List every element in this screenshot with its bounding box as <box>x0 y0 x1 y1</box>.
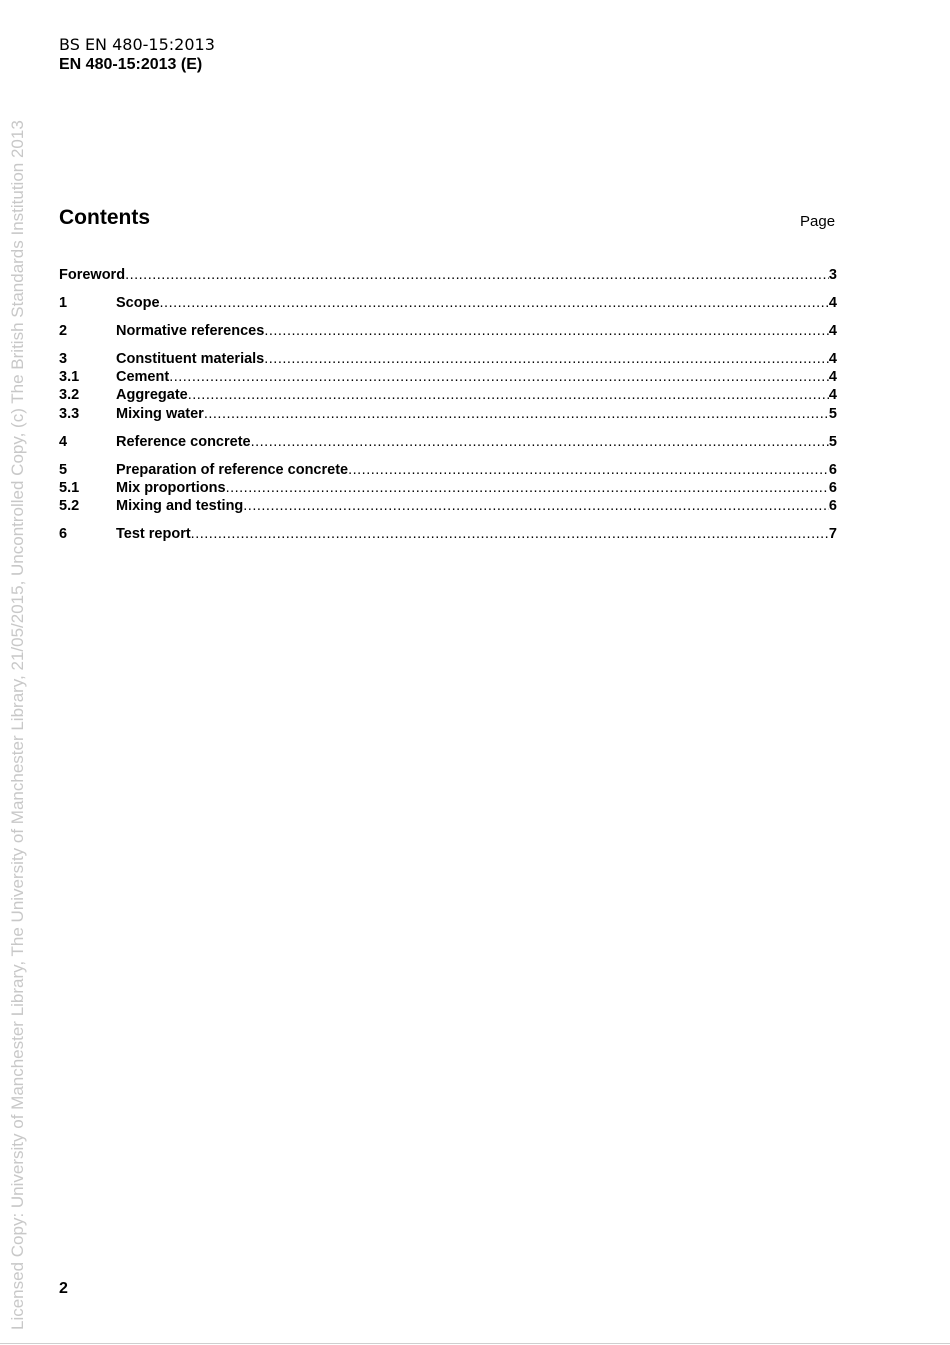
toc-leader <box>251 434 829 450</box>
toc-entry-page: 6 <box>828 498 837 514</box>
contents-title: Contents <box>59 206 150 229</box>
toc-entry-label: Normative references <box>116 323 265 339</box>
toc-entry-number: 3.3 <box>59 406 80 422</box>
toc-leader <box>348 462 829 478</box>
toc-leader <box>264 351 829 367</box>
toc-entry-3-1[interactable] <box>59 369 837 387</box>
toc-leader <box>125 267 829 283</box>
toc-leader <box>160 295 829 311</box>
toc-leader <box>264 323 829 339</box>
toc-entry-foreword[interactable] <box>59 267 837 285</box>
toc-entry-page: 5 <box>828 434 837 450</box>
toc-entry-2[interactable] <box>59 323 837 341</box>
standard-number: BS EN 480-15:2013 <box>59 35 215 54</box>
toc-entry-number: 6 <box>59 526 68 542</box>
toc-entry-label: Mix proportions <box>116 480 226 496</box>
standard-number-en: EN 480-15:2013 (E) <box>59 56 203 73</box>
toc-entry-3[interactable] <box>59 351 837 369</box>
toc-leader <box>191 526 829 542</box>
toc-entry-page: 6 <box>828 462 837 478</box>
toc-entry-number: 5 <box>59 462 68 478</box>
toc-entry-3-3[interactable] <box>59 406 837 424</box>
page-column-label: Page <box>800 213 836 230</box>
toc-entry-number: 1 <box>59 295 68 311</box>
toc-leader <box>226 480 829 496</box>
toc-entry-number: 3.1 <box>59 369 80 385</box>
toc-leader <box>204 406 829 422</box>
toc-entry-5-1[interactable] <box>59 480 837 498</box>
toc-entry-5[interactable] <box>59 462 837 480</box>
toc-entry-number: 3.2 <box>59 387 80 403</box>
toc-leader <box>169 369 829 385</box>
toc-entry-page: 4 <box>828 295 837 311</box>
page-number: 2 <box>59 1280 68 1297</box>
toc-entry-number: 5.2 <box>59 498 80 514</box>
toc-leader <box>188 387 829 403</box>
page-bottom-border <box>0 1343 950 1344</box>
toc-entry-6[interactable] <box>59 526 837 544</box>
toc-entry-label: Constituent materials <box>116 351 265 367</box>
toc-entry-page: 4 <box>828 369 837 385</box>
toc-entry-label: Aggregate <box>116 387 188 403</box>
toc-entry-page: 4 <box>828 387 837 403</box>
toc-entry-page: 7 <box>828 526 837 542</box>
license-watermark: Licensed Copy: University of Manchester Library, The University of Manchester Library, 21/05/2015, Uncontrolled Copy, (c) The British Standards Institution 2013 <box>8 120 27 1330</box>
toc-entry-number: 2 <box>59 323 68 339</box>
toc-entry-label: Cement <box>116 369 170 385</box>
toc-entry-label: Foreword <box>59 267 126 283</box>
toc-entry-number: 3 <box>59 351 68 367</box>
toc-entry-5-2[interactable] <box>59 498 837 516</box>
toc-leader <box>243 498 829 514</box>
toc-entry-label: Test report <box>116 526 191 542</box>
toc-entry-label: Mixing and testing <box>116 498 244 514</box>
toc-entry-page: 5 <box>828 406 837 422</box>
toc-entry-1[interactable] <box>59 295 837 313</box>
toc-entry-label: Mixing water <box>116 406 204 422</box>
toc-entry-label: Scope <box>116 295 160 311</box>
toc-entry-3-2[interactable] <box>59 387 837 405</box>
toc-entry-page: 4 <box>828 323 837 339</box>
toc-entry-label: Preparation of reference concrete <box>116 462 349 478</box>
toc-entry-page: 3 <box>828 267 837 283</box>
toc-entry-number: 5.1 <box>59 480 80 496</box>
toc-entry-label: Reference concrete <box>116 434 251 450</box>
toc-entry-page: 4 <box>828 351 837 367</box>
toc-entry-4[interactable] <box>59 434 837 452</box>
toc-entry-number: 4 <box>59 434 68 450</box>
toc-entry-page: 6 <box>828 480 837 496</box>
